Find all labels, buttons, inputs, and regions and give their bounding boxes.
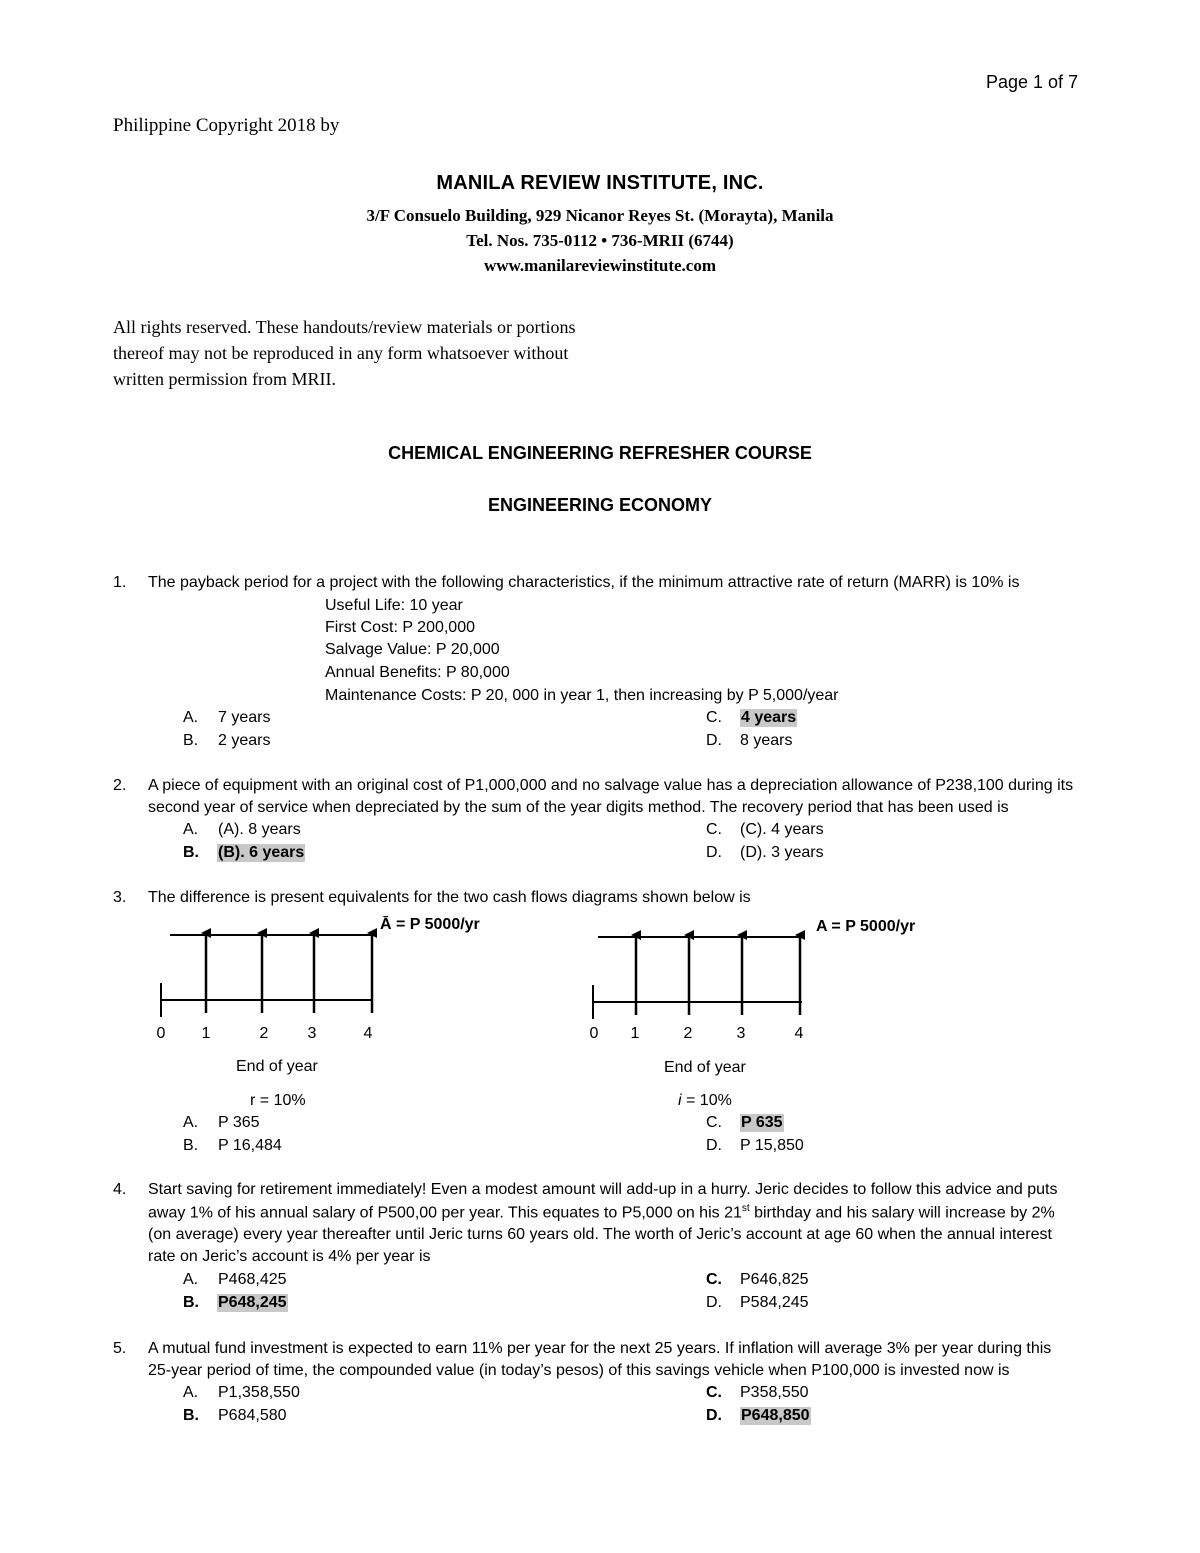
choice-letter: D. [706, 732, 722, 749]
choice-text: 8 years [740, 732, 793, 749]
detail-first-cost: First Cost: P 200,000 [325, 619, 475, 636]
ordinal-suffix: st [741, 1203, 750, 1214]
institute-website: www.manilareviewinstitute.com [484, 256, 716, 275]
detail-useful-life: Useful Life: 10 year [325, 597, 463, 614]
subject-title: ENGINEERING ECONOMY [487, 495, 713, 515]
choice-text: P358,550 [740, 1384, 809, 1401]
tick-label: 3 [736, 1025, 746, 1042]
tick-label: 3 [307, 1025, 317, 1042]
cash-flow-diagram-left [150, 905, 540, 1055]
tick-label: 0 [589, 1025, 599, 1042]
choice-letter: B. [183, 732, 199, 749]
detail-salvage-value: Salvage Value: P 20,000 [325, 641, 500, 658]
rights-line: thereof may not be reproduced in any form whatsoever without [113, 343, 569, 363]
choice-letter: A. [183, 1271, 199, 1288]
choice-letter: B. [183, 1294, 199, 1311]
tick-label: 0 [156, 1025, 166, 1042]
interest-rate: r = 10% [250, 1092, 306, 1109]
question-number: 5. [113, 1340, 127, 1357]
choice-text: P684,580 [218, 1407, 287, 1424]
institute-address: 3/F Consuelo Building, 929 Nicanor Reyes St. (Morayta), Manila [366, 206, 834, 225]
rights-line: All rights reserved. These handouts/review materials or portions [113, 317, 576, 337]
choice-text-answer: P648,850 [741, 1407, 810, 1424]
choice-text: 7 years [218, 709, 271, 726]
question-text: second year of service when depreciated by the sum of the year digits method. The recovery period that has been used is [148, 799, 1009, 816]
tick-label: 2 [683, 1025, 693, 1042]
tick-label: 2 [259, 1025, 269, 1042]
rights-line: written permission from MRII. [113, 369, 336, 389]
course-title: CHEMICAL ENGINEERING REFRESHER COURSE [388, 443, 812, 463]
choice-letter: A. [183, 1114, 199, 1131]
choice-letter: B. [183, 844, 199, 861]
choice-letter: D. [706, 1407, 722, 1424]
choice-letter: A. [183, 709, 199, 726]
tick-label: 4 [363, 1025, 373, 1042]
choice-text-answer: 4 years [741, 709, 797, 726]
choice-letter: A. [183, 1384, 199, 1401]
institute-tel: Tel. Nos. 735-0112 • 736-MRII (6744) [466, 231, 734, 250]
choice-letter: A. [183, 821, 199, 838]
tick-label: 1 [201, 1025, 211, 1042]
choice-letter: C. [706, 1384, 722, 1401]
cash-flow-diagram-right [580, 905, 980, 1055]
question-text: 25-year period of time, the compounded value (in today’s pesos) of this savings vehicle when P100,000 is invested now is [148, 1362, 1010, 1379]
choice-letter: D. [706, 844, 722, 861]
question-number: 1. [113, 574, 127, 591]
institute-name: MANILA REVIEW INSTITUTE, INC. [436, 172, 764, 194]
question-number: 2. [113, 777, 127, 794]
question-text: away 1% of his annual salary of P500,00 per year. This equates to P5,000 on his 21st birthday and his salary will increase by 2% [148, 1203, 1055, 1222]
axis-caption: End of year [664, 1059, 746, 1076]
tick-label: 1 [630, 1025, 640, 1042]
choice-text: P584,245 [740, 1294, 809, 1311]
detail-annual-benefits: Annual Benefits: P 80,000 [325, 664, 510, 681]
choice-text: (A). 8 years [218, 821, 301, 838]
choice-text-answer: (B). 6 years [218, 844, 305, 861]
choice-letter: B. [183, 1137, 199, 1154]
tick-label: 4 [794, 1025, 804, 1042]
choice-letter: C. [706, 1271, 722, 1288]
choice-text: P 365 [218, 1114, 260, 1131]
series-label: A = P 5000/yr [816, 918, 916, 935]
choice-letter: D. [706, 1294, 722, 1311]
rights-notice [113, 314, 713, 392]
choice-letter: C. [706, 821, 722, 838]
axis-caption: End of year [236, 1058, 318, 1075]
question-text: The payback period for a project with the following characteristics, if the minimum attractive rate of return (MARR) is 10% is [148, 574, 1020, 591]
choice-letter: D. [706, 1137, 722, 1154]
copyright-line: Philippine Copyright 2018 by [113, 115, 340, 136]
choice-text: 2 years [218, 732, 271, 749]
choice-text: P468,425 [218, 1271, 287, 1288]
choice-letter: B. [183, 1407, 199, 1424]
choice-text: (D). 3 years [740, 844, 824, 861]
interest-rate-symbol: i [678, 1092, 682, 1109]
series-label: Ā = P 5000/yr [380, 916, 480, 933]
choice-letter: C. [706, 1114, 722, 1131]
interest-rate-value: = 10% [681, 1092, 732, 1109]
interest-rate [678, 1092, 732, 1110]
question-number: 3. [113, 889, 127, 906]
choice-text: P1,358,550 [218, 1384, 300, 1401]
detail-maintenance-costs: Maintenance Costs: P 20, 000 in year 1, then increasing by P 5,000/year [325, 687, 839, 704]
choice-text: (C). 4 years [740, 821, 824, 838]
choice-text-answer: P 635 [741, 1114, 783, 1131]
question-text: The difference is present equivalents for the two cash flows diagrams shown below is [148, 889, 751, 906]
question-text: A piece of equipment with an original cost of P1,000,000 and no salvage value has a depreciation allowance of P238,100 during its [148, 777, 1074, 794]
choice-text-answer: P648,245 [218, 1294, 287, 1311]
question-text: A mutual fund investment is expected to earn 11% per year for the next 25 years. If inflation will average 3% per year during this [148, 1340, 1052, 1357]
choice-letter: C. [706, 709, 722, 726]
choice-text: P 16,484 [218, 1137, 282, 1154]
question-text: Start saving for retirement immediately! Even a modest amount will add-up in a hurry. Jeric decides to follow this advice and puts [148, 1181, 1058, 1198]
choice-text: P646,825 [740, 1271, 809, 1288]
question-text: (on average) every year thereafter until Jeric turns 60 years old. The worth of Jeric’s account at age 60 when the annual interest [148, 1226, 1052, 1243]
question-text: rate on Jeric’s account is 4% per year is [148, 1248, 431, 1265]
page-number: Page 1 of 7 [986, 72, 1079, 92]
choice-text: P 15,850 [740, 1137, 804, 1154]
question-number: 4. [113, 1181, 127, 1198]
